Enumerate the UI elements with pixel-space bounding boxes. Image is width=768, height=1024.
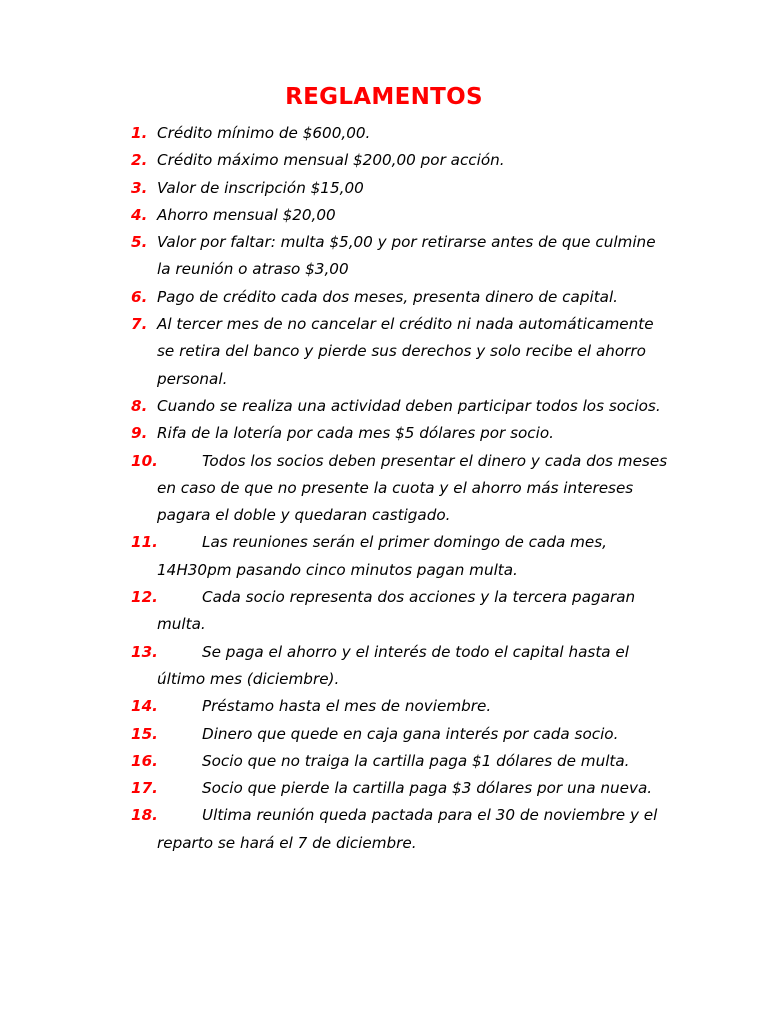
rule-number: 14. — [131, 697, 158, 716]
rule-text: Valor por faltar: multa $5,00 y por retirarse antes de que culmine la reunión o atraso $3,00 — [157, 233, 656, 279]
rule-item-9 — [131, 420, 671, 447]
rule-number: 3. — [131, 178, 148, 197]
rule-item-3 — [131, 175, 671, 202]
rule-item-11 — [131, 529, 671, 584]
rule-item-17 — [131, 775, 671, 802]
rule-item-6 — [131, 284, 671, 311]
rule-number: 2. — [131, 151, 148, 170]
rule-text: Al tercer mes de no cancelar el crédito ni nada automáticamente se retira del banco y pierde sus derechos y solo recibe el ahorro personal. — [157, 315, 654, 388]
page-title: REGLAMENTOS — [285, 84, 483, 110]
rule-number: 15. — [131, 724, 158, 743]
rule-number: 13. — [131, 642, 158, 661]
rule-number: 6. — [131, 287, 148, 306]
rule-item-15 — [131, 721, 671, 748]
rule-number: 8. — [131, 396, 148, 415]
rule-item-12 — [131, 584, 671, 639]
rule-number: 4. — [131, 205, 148, 224]
rule-item-10 — [131, 448, 671, 530]
rule-text: Socio que pierde la cartilla paga $3 dólares por una nueva. — [202, 779, 653, 798]
rule-number: 7. — [131, 315, 148, 334]
rules-list — [131, 120, 671, 857]
rule-text: Se paga el ahorro y el interés de todo el capital hasta el último mes (diciembre). — [157, 642, 629, 688]
rule-item-18 — [131, 802, 671, 857]
rule-text: Crédito mínimo de $600,00. — [157, 124, 371, 142]
rule-text: Cuando se realiza una actividad deben participar todos los socios. — [157, 396, 661, 415]
rule-item-1 — [131, 120, 671, 147]
rule-item-7 — [131, 311, 671, 393]
rule-number: 10. — [131, 451, 158, 470]
rule-text: Todos los socios deben presentar el dinero y cada dos meses en caso de que no presente la cuota y el ahorro más intereses pagara el doble y quedaran castigado. — [157, 451, 668, 525]
rule-item-5 — [131, 229, 671, 284]
rule-number: 18. — [131, 806, 158, 825]
rule-text: Pago de crédito cada dos meses, presenta dinero de capital. — [157, 287, 619, 306]
rule-text: Valor de inscripción $15,00 — [157, 178, 364, 197]
rule-item-16 — [131, 748, 671, 775]
rule-item-8 — [131, 393, 671, 420]
rule-number: 17. — [131, 779, 158, 798]
rule-number: 16. — [131, 751, 158, 770]
rule-text: Dinero que quede en caja gana interés por cada socio. — [202, 724, 619, 743]
rule-number: 11. — [131, 533, 158, 552]
rule-text: Cada socio representa dos acciones y la tercera pagaran multa. — [157, 588, 636, 634]
rule-item-13 — [131, 639, 671, 694]
rule-text: Ultima reunión queda pactada para el 30 de noviembre y el reparto se hará el 7 de diciembre. — [157, 806, 658, 852]
rule-item-2 — [131, 147, 671, 174]
rule-text: Ahorro mensual $20,00 — [157, 205, 336, 224]
rule-text: Crédito máximo mensual $200,00 por acción. — [157, 151, 505, 170]
rule-number: 5. — [131, 233, 148, 252]
rule-item-4 — [131, 202, 671, 229]
rule-number: 12. — [131, 588, 158, 607]
rule-text: Socio que no traiga la cartilla paga $1 dólares de multa. — [202, 751, 630, 770]
rule-item-14 — [131, 693, 671, 720]
rule-text: Préstamo hasta el mes de noviembre. — [202, 697, 492, 716]
rule-text: Rifa de la lotería por cada mes $5 dólares por socio. — [157, 424, 554, 443]
rule-text: Las reuniones serán el primer domingo de cada mes, 14H30pm pasando cinco minutos pagan multa. — [157, 533, 607, 579]
rule-number: 1. — [131, 124, 148, 142]
rule-number: 9. — [131, 424, 148, 443]
